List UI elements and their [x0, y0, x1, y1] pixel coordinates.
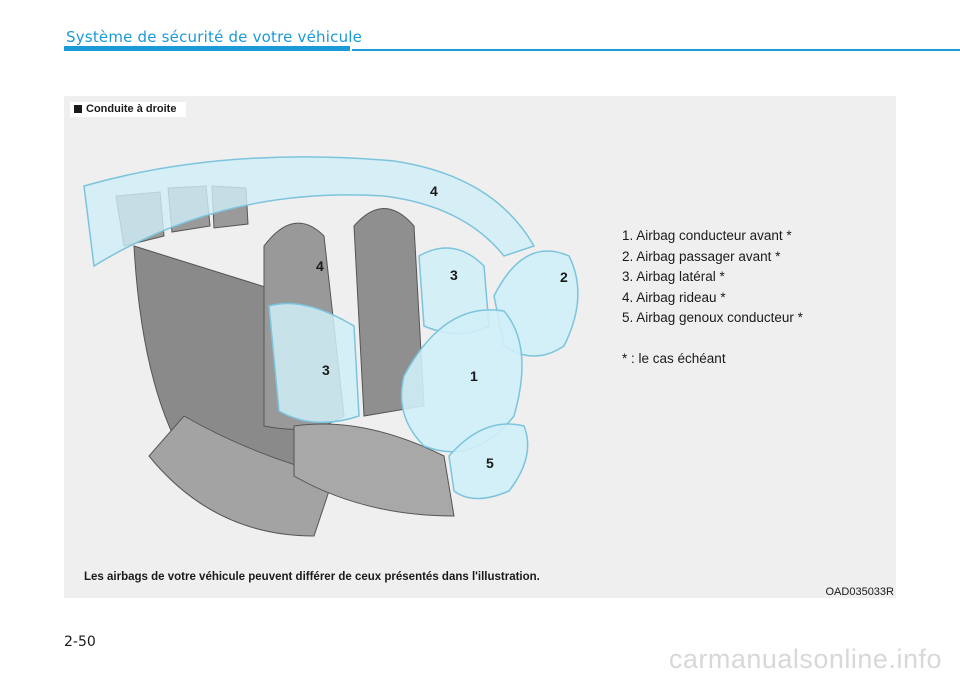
legend-item: 2. Airbag passager avant * — [622, 248, 781, 264]
callout-3a: 3 — [450, 267, 458, 283]
legend-note: * : le cas échéant — [622, 350, 726, 366]
figure-label — [70, 102, 186, 117]
callout-3b: 3 — [322, 362, 330, 378]
square-bullet-icon — [74, 105, 82, 113]
figure-disclaimer: Les airbags de votre véhicule peuvent différer de ceux présentés dans l'illustration. — [84, 571, 540, 583]
side-airbag — [269, 304, 359, 423]
callout-1: 1 — [470, 368, 478, 384]
legend-item: 5. Airbag genoux conducteur * — [622, 310, 803, 325]
figure-label-text: Conduite à droite — [86, 103, 177, 115]
figure-code: OAD035033R — [825, 586, 894, 598]
header-rule-thick — [64, 46, 350, 51]
header-title: Système de sécurité de votre véhicule — [66, 28, 363, 46]
callout-4b: 4 — [316, 258, 324, 274]
callout-4a: 4 — [430, 183, 438, 199]
callout-2: 2 — [560, 269, 568, 285]
figure-panel — [64, 96, 896, 598]
legend-item: 3. Airbag latéral * — [622, 269, 725, 284]
header-rule-thin — [352, 49, 960, 51]
callout-5: 5 — [486, 455, 494, 471]
legend-item: 4. Airbag rideau * — [622, 289, 726, 305]
airbag-legend — [622, 226, 803, 369]
page-number: 2-50 — [64, 634, 96, 650]
legend-item: 1. Airbag conducteur avant * — [622, 228, 792, 243]
watermark: carmanualsonline.info — [668, 644, 942, 674]
